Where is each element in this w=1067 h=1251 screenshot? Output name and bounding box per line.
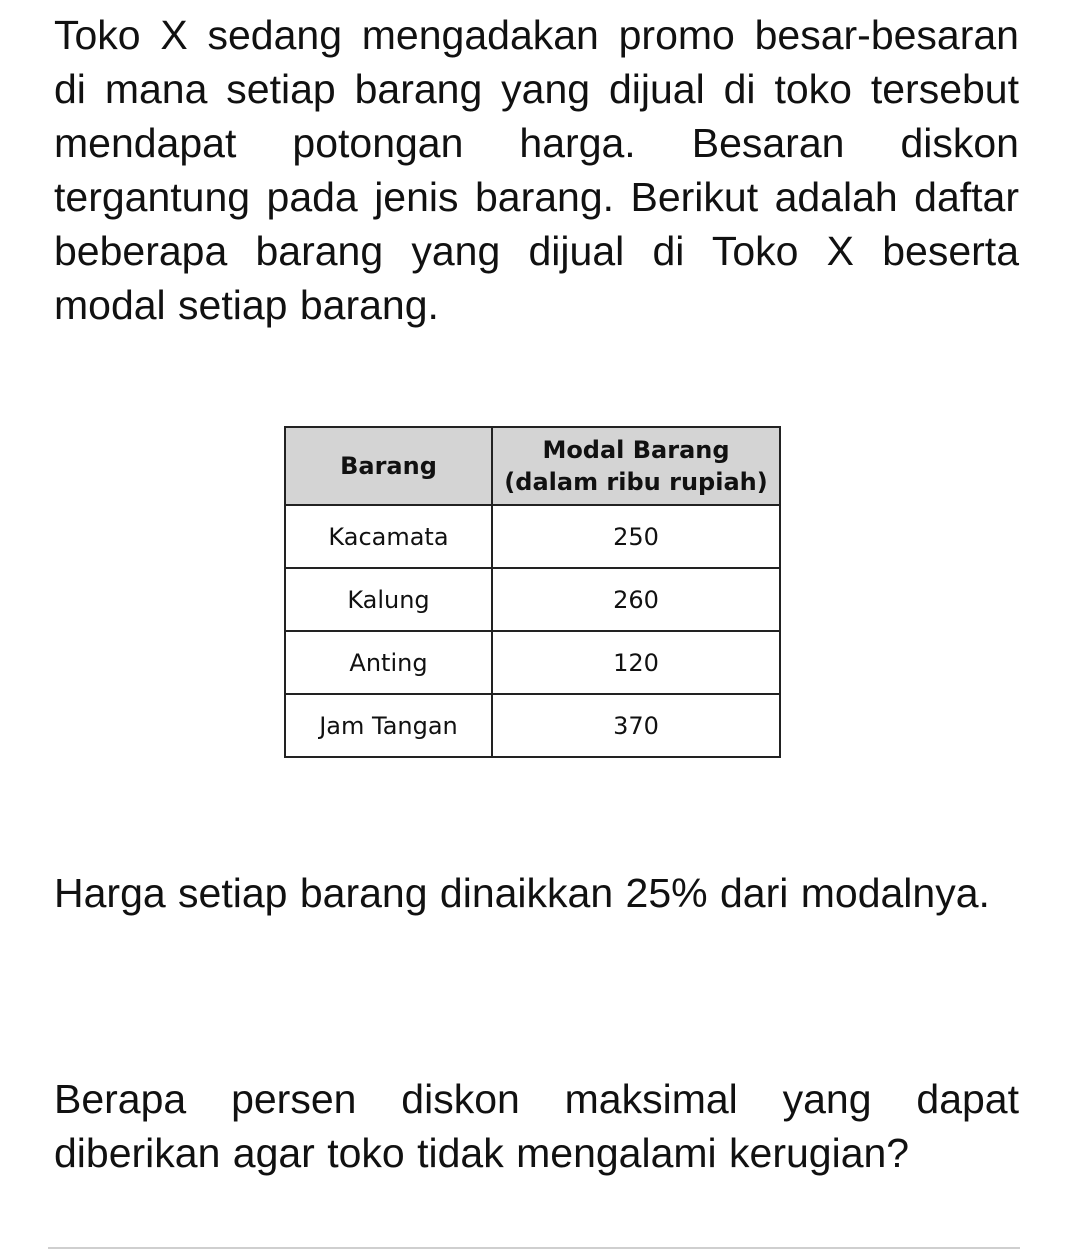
- header-cost: [492, 427, 780, 505]
- question-paragraph: Berapa persen diskon maksimal yang dapat diberikan agar toko tidak mengalami kerugian?: [54, 1076, 1019, 1176]
- table-row: [285, 631, 780, 694]
- table-row: [285, 568, 780, 631]
- cost-table-container: [284, 426, 781, 758]
- cell-cost: 250: [492, 505, 780, 568]
- cost-table: [284, 426, 781, 758]
- bottom-divider: [48, 1247, 1020, 1249]
- cell-item: Anting: [285, 631, 492, 694]
- header-item-label: Barang: [340, 452, 437, 480]
- cell-item: Jam Tangan: [285, 694, 492, 757]
- table-header-row: [285, 427, 780, 505]
- cell-item: Kacamata: [285, 505, 492, 568]
- cell-cost: 370: [492, 694, 780, 757]
- table-row: [285, 694, 780, 757]
- price-increase-paragraph: Harga setiap barang dinaikkan 25% dari modalnya.: [54, 870, 990, 916]
- cell-cost: 260: [492, 568, 780, 631]
- cell-item: Kalung: [285, 568, 492, 631]
- cell-cost: 120: [492, 631, 780, 694]
- table-row: [285, 505, 780, 568]
- intro-paragraph: Toko X sedang mengadakan promo besar-besaran di mana setiap barang yang dijual di toko tersebut mendapat potongan harga. Besaran diskon tergantung pada jenis barang. Berikut adalah daftar beberapa barang yang dijual di Toko X beserta modal setiap barang.: [54, 12, 1019, 328]
- header-cost-line2: (dalam ribu rupiah): [504, 468, 768, 496]
- header-cost-line1: Modal Barang: [542, 436, 730, 464]
- header-item: [285, 427, 492, 505]
